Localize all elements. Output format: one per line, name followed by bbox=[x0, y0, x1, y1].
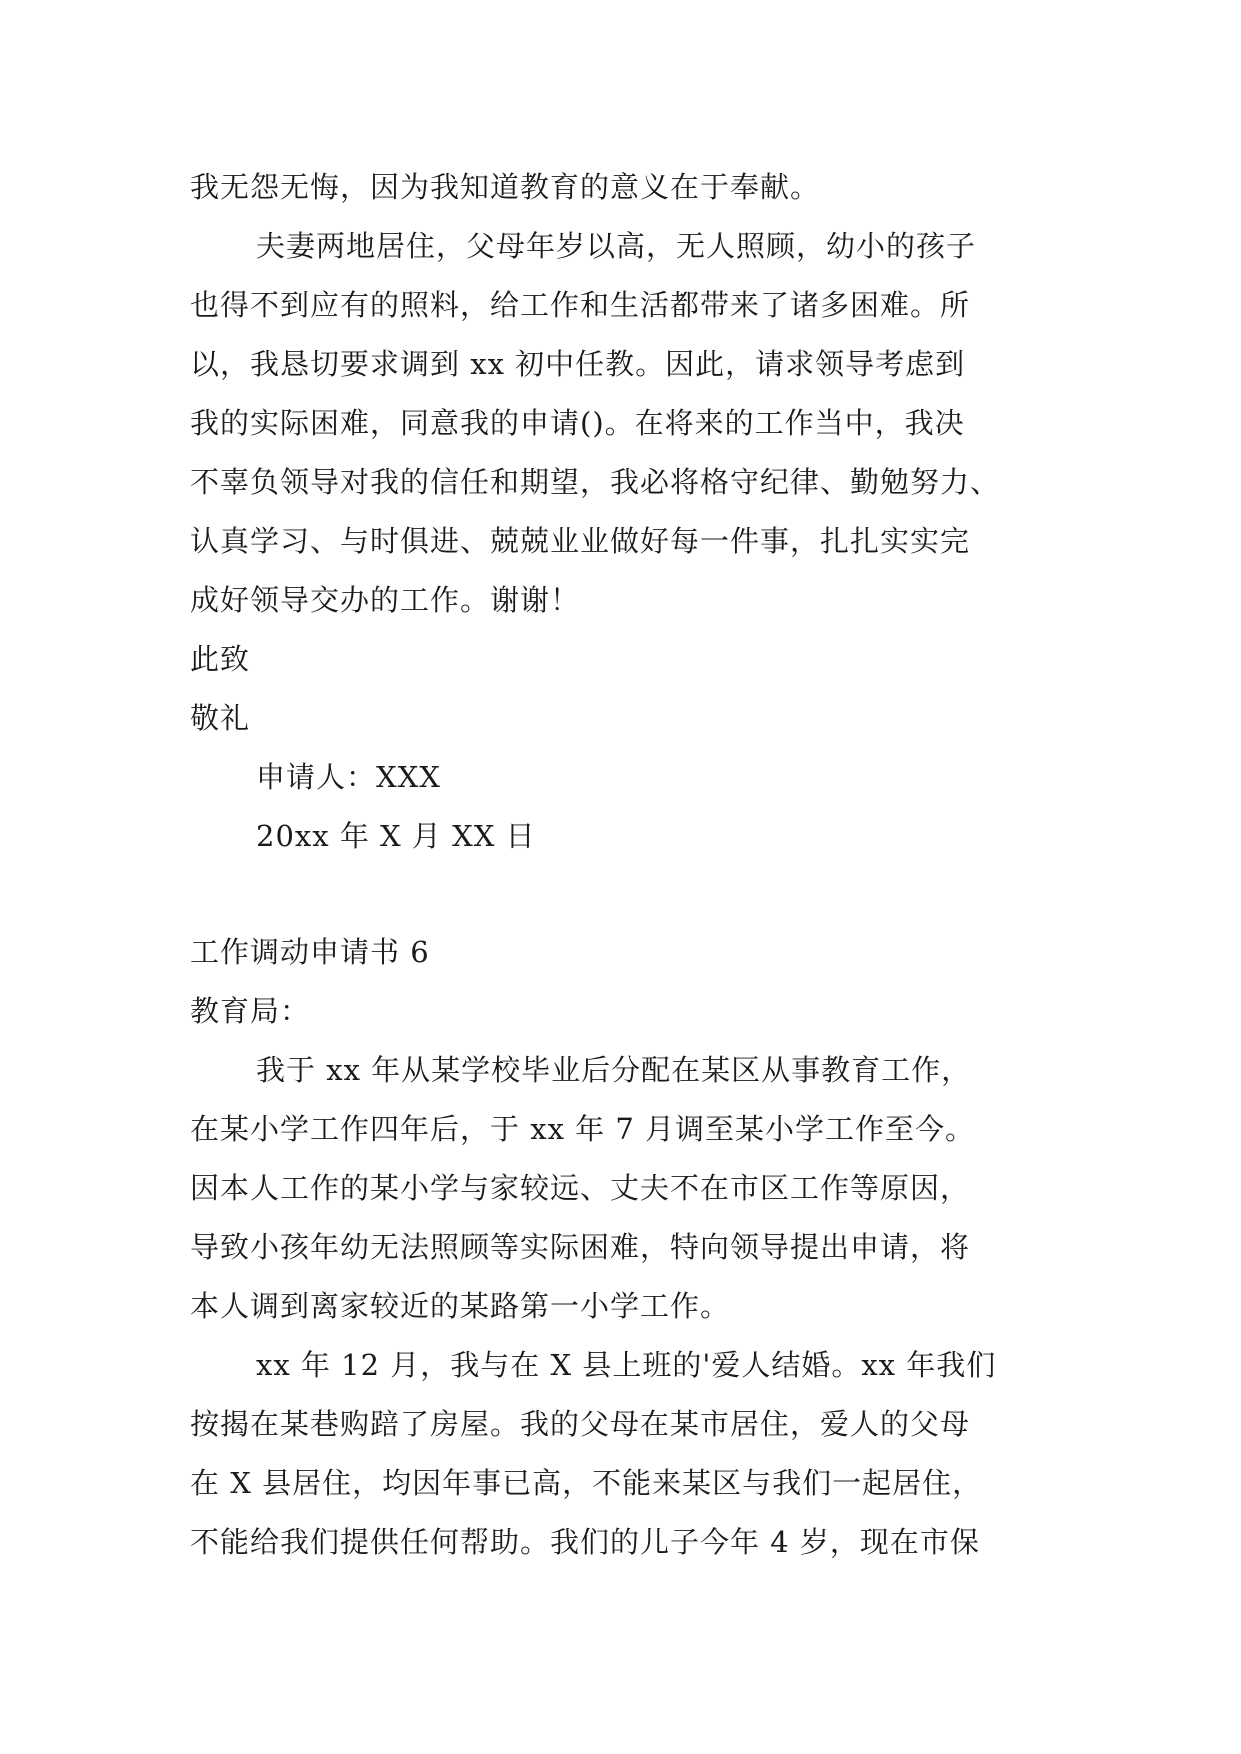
signature-date: 20xx 年 X 月 XX 日 bbox=[256, 819, 536, 853]
text-line: 成好领导交办的工作。谢谢！ bbox=[190, 583, 581, 617]
text-line: 不辜负领导对我的信任和期望，我必将格守纪律、勤勉努力、 bbox=[190, 465, 1001, 499]
text-line: 导致小孩年幼无法照顾等实际困难，特向领导提出申请，将 bbox=[190, 1230, 971, 1264]
text-line: 按揭在某巷购踣了房屋。我的父母在某市居住，爱人的父母 bbox=[190, 1407, 971, 1441]
closing-salutation: 此致 bbox=[190, 642, 251, 676]
closing-regards: 敬礼 bbox=[190, 701, 251, 735]
text-line: 因本人工作的某小学与家较远、丈夫不在市区工作等原因， bbox=[190, 1171, 971, 1205]
text-line: 以，我恳切要求调到 xx 初中任教。因此，请求领导考虑到 bbox=[190, 347, 966, 381]
text-line: 本人调到离家较近的某路第一小学工作。 bbox=[190, 1289, 731, 1323]
text-line: 在 X 县居住，均因年事已高，不能来某区与我们一起居住， bbox=[190, 1466, 983, 1500]
addressee: 教育局： bbox=[190, 994, 311, 1028]
section-title: 工作调动申请书 6 bbox=[190, 935, 430, 969]
text-line: xx 年 12 月，我与在 X 县上班的'爱人结婚。xx 年我们 bbox=[256, 1348, 997, 1382]
text-line: 在某小学工作四年后，于 xx 年 7 月调至某小学工作至今。 bbox=[190, 1112, 976, 1146]
text-line: 夫妻两地居住，父母年岁以高，无人照顾，幼小的孩子 bbox=[256, 229, 977, 263]
text-line: 我于 xx 年从某学校毕业后分配在某区从事教育工作， bbox=[256, 1053, 972, 1087]
applicant-signature: 申请人：XXX bbox=[256, 760, 441, 794]
text-line: 我无怨无悔，因为我知道教育的意义在于奉献。 bbox=[190, 170, 821, 204]
text-line: 我的实际困难，同意我的申请()。在将来的工作当中，我决 bbox=[190, 406, 965, 440]
text-line: 认真学习、与时俱进、兢兢业业做好每一件事，扎扎实实完 bbox=[190, 524, 971, 558]
text-line: 也得不到应有的照料，给工作和生活都带来了诸多困难。所 bbox=[190, 288, 971, 322]
text-line: 不能给我们提供任何帮助。我们的儿子今年 4 岁，现在市保 bbox=[190, 1525, 980, 1559]
